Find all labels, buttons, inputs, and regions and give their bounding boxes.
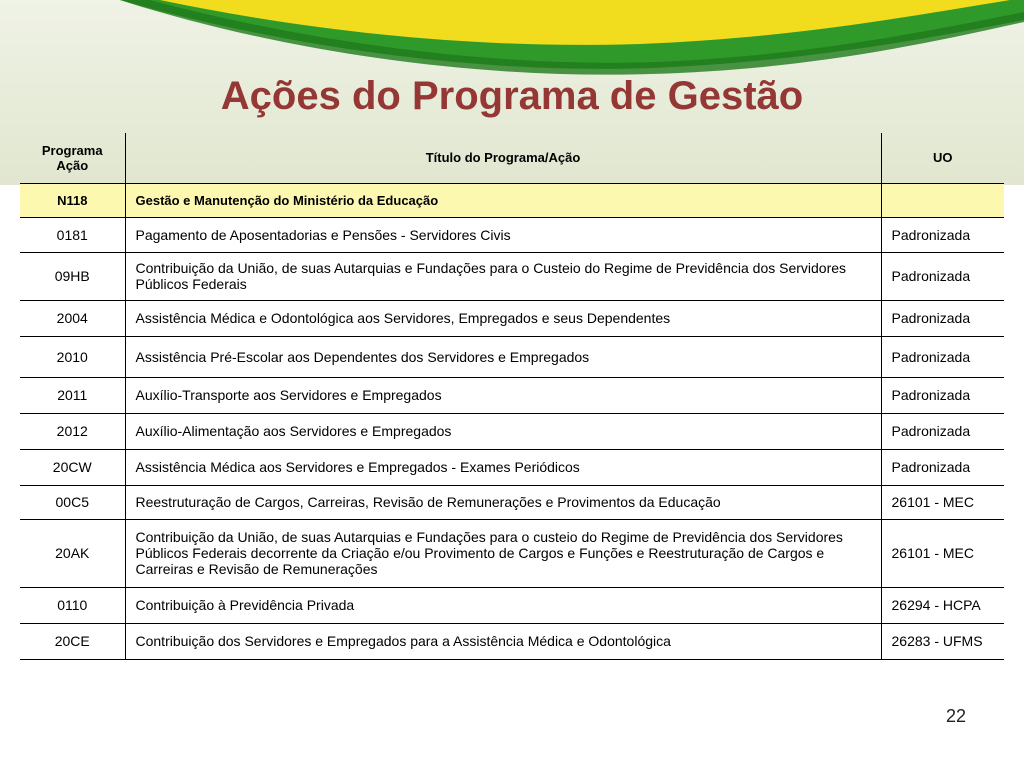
- cell-title: Auxílio-Alimentação aos Servidores e Empregados: [135, 423, 452, 439]
- table-row: [20, 519, 1004, 587]
- cell-uo: Padronizada: [881, 336, 1004, 377]
- cell-uo: 26101 - MEC: [881, 485, 1004, 519]
- cell-uo: [881, 183, 1004, 217]
- cell-uo: Padronizada: [881, 217, 1004, 252]
- table-row: [20, 252, 1004, 300]
- cell-uo: Padronizada: [881, 413, 1004, 449]
- cell-code: 20CE: [20, 623, 125, 659]
- table-row: [20, 217, 1004, 252]
- cell-code: 0110: [20, 587, 125, 623]
- cell-uo: Padronizada: [881, 449, 1004, 485]
- cell-code: 2004: [20, 300, 125, 336]
- table-row: [20, 300, 1004, 336]
- cell-code: N118: [20, 183, 125, 217]
- cell-code: 20AK: [20, 519, 125, 587]
- cell-uo: Padronizada: [881, 252, 1004, 300]
- table-header-row: [20, 133, 1004, 183]
- cell-title: Contribuição da União, de suas Autarquias e Fundações para o custeio do Regime de Previdência dos Servidores Públicos Federais decorrente da Criação e/ou Provimento de Cargos e Funções e Reestruturação de Cargos e Carreiras e Revisão de Remunerações: [135, 529, 843, 577]
- cell-uo: Padronizada: [881, 300, 1004, 336]
- table-row: [20, 377, 1004, 413]
- cell-title: Reestruturação de Cargos, Carreiras, Revisão de Remunerações e Provimentos da Educação: [135, 494, 721, 510]
- table-row: [20, 336, 1004, 377]
- table-row: [20, 449, 1004, 485]
- cell-code: 2012: [20, 413, 125, 449]
- cell-title: Contribuição da União, de suas Autarquias e Fundações para o Custeio do Regime de Previdência dos Servidores Públicos Federais: [135, 260, 847, 292]
- cell-code: 2011: [20, 377, 125, 413]
- cell-title: Assistência Médica e Odontológica aos Servidores, Empregados e seus Dependentes: [135, 310, 671, 326]
- cell-uo: 26283 - UFMS: [881, 623, 1004, 659]
- cell-uo: Padronizada: [881, 377, 1004, 413]
- cell-title: Gestão e Manutenção do Ministério da Educação: [135, 192, 439, 208]
- cell-code: 09HB: [20, 252, 125, 300]
- cell-code: 2010: [20, 336, 125, 377]
- header-uo: UO: [881, 133, 1004, 183]
- page-number: 22: [945, 706, 967, 726]
- cell-uo: 26294 - HCPA: [881, 587, 1004, 623]
- cell-title: Contribuição dos Servidores e Empregados para a Assistência Médica e Odontológica: [135, 633, 671, 649]
- header-programa-line: Programa: [41, 142, 103, 158]
- table-row-highlight: [20, 183, 1004, 217]
- cell-code: 20CW: [20, 449, 125, 485]
- cell-title: Contribuição à Previdência Privada: [135, 597, 355, 613]
- cell-title: Assistência Médica aos Servidores e Empregados - Exames Periódicos: [135, 459, 580, 475]
- table-row: [20, 485, 1004, 519]
- page-title: Ações do Programa de Gestão: [220, 74, 804, 118]
- cell-uo: 26101 - MEC: [881, 519, 1004, 587]
- actions-table: [20, 133, 1004, 660]
- header-acao-line: Ação: [56, 157, 89, 173]
- cell-title: Assistência Pré-Escolar aos Dependentes dos Servidores e Empregados: [135, 348, 590, 365]
- cell-title: Auxílio-Transporte aos Servidores e Empregados: [135, 387, 442, 403]
- table-row: [20, 623, 1004, 659]
- table-row: [20, 413, 1004, 449]
- header-titulo: Título do Programa/Ação: [425, 150, 581, 166]
- cell-title: Pagamento de Aposentadorias e Pensões - Servidores Civis: [135, 226, 511, 243]
- cell-code: 0181: [20, 217, 125, 252]
- table-row: [20, 587, 1004, 623]
- header-programa-acao: [20, 133, 125, 183]
- cell-code: 00C5: [20, 485, 125, 519]
